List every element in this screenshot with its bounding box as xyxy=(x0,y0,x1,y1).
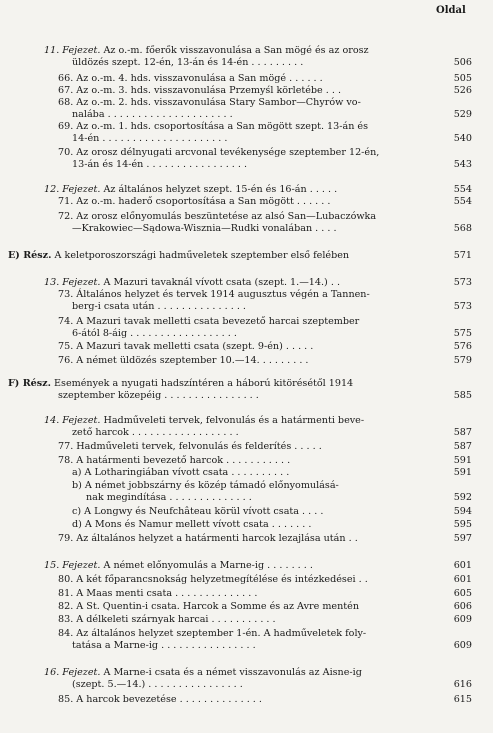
toc-entry-title: 73. Általános helyzet és tervek 1914 augusztus végén a Tannen- xyxy=(58,289,370,300)
toc-page-number: 526 xyxy=(453,85,472,96)
toc-entry-title: —Krakowiec—Sądowa-Wisznia—Rudki vonalában . . . . xyxy=(72,223,337,234)
toc-line xyxy=(0,121,493,133)
toc-line-text xyxy=(58,289,370,301)
toc-line-text xyxy=(58,588,257,600)
toc-line xyxy=(0,277,493,289)
toc-line-text xyxy=(58,355,308,367)
toc-entry-title: 71. Az o.-m. haderő csoportosítása a San mögött . . . . . . xyxy=(58,196,331,207)
toc-line-text xyxy=(58,390,259,402)
toc-line-text xyxy=(72,506,323,518)
toc-section-label: 16. Fejezet. xyxy=(44,667,101,678)
toc-line xyxy=(0,467,493,479)
toc-line xyxy=(0,560,493,572)
toc-entry-title: 68. Az o.-m. 2. hds. visszavonulása Stary Sambor—Chyrów vo- xyxy=(58,97,361,108)
toc-entry-title: 79. Az általános helyzet a határmenti harcok lezajlása után . . xyxy=(58,533,358,544)
toc-line xyxy=(0,45,493,57)
toc-page-number: 609 xyxy=(453,640,472,651)
toc-line-text xyxy=(58,694,262,706)
toc-entry-title: A Marne-i csata és a német visszavonulás az Aisne-ig xyxy=(103,667,362,678)
toc-line xyxy=(0,455,493,467)
toc-line xyxy=(0,614,493,626)
toc-entry-title: berg-i csata után . . . . . . . . . . . . . . . xyxy=(72,301,246,312)
toc-line-text xyxy=(72,159,247,171)
toc-entry-title: 83. A délkeleti szárnyak harcai . . . . . . . . . . . xyxy=(58,614,276,625)
toc-line xyxy=(0,147,493,159)
toc-line xyxy=(0,441,493,453)
toc-entry-title: nak megindítása . . . . . . . . . . . . . . xyxy=(86,492,252,503)
toc-entry-title: Hadműveleti tervek, felvonulás és a határmenti beve- xyxy=(103,415,365,426)
toc-entry-title: a) A Lotharingiában vívott csata . . . . . . . . . . xyxy=(72,467,290,478)
toc-line-text xyxy=(72,427,239,439)
page-header-label: Oldal xyxy=(436,5,466,16)
toc-line-text xyxy=(58,121,368,133)
toc-page-number: 601 xyxy=(453,574,472,585)
toc-section-label: 14. Fejezet. xyxy=(44,415,101,426)
toc-line-text xyxy=(58,614,276,626)
toc-line xyxy=(0,427,493,439)
toc-entry-title: 72. Az orosz előnyomulás beszüntetése az alsó San—Lubaczówka xyxy=(58,211,377,222)
toc-entry-title: A német előnyomulás a Marne-ig . . . . . . . . xyxy=(103,560,313,571)
toc-line xyxy=(0,85,493,97)
toc-entry-title: tatása a Marne-ig . . . . . . . . . . . . . . . . xyxy=(72,640,256,651)
toc-entry-title: 81. A Maas menti csata . . . . . . . . . . . . . . xyxy=(58,588,258,599)
toc-line xyxy=(0,97,493,109)
toc-line xyxy=(0,301,493,313)
toc-line-text xyxy=(72,109,233,121)
toc-line-text xyxy=(72,223,337,235)
toc-line-text xyxy=(72,467,289,479)
toc-section-label: 15. Fejezet. xyxy=(44,560,101,571)
toc-line-text xyxy=(72,328,237,340)
toc-line xyxy=(0,694,493,706)
toc-line-text xyxy=(58,455,290,467)
toc-page-number: 615 xyxy=(453,694,472,705)
toc-entry-title: 13-án és 14-én . . . . . . . . . . . . . . . . . xyxy=(72,159,248,170)
toc-line-text xyxy=(72,480,339,492)
toc-line-text xyxy=(72,679,243,691)
toc-entry-title: c) A Longwy és Neufchâteau körül vívott csata . . . . xyxy=(72,506,324,517)
toc-entry-title: b) A német jobbszárny és közép támadó előnyomulásá- xyxy=(72,480,339,491)
toc-page-number: 506 xyxy=(453,57,472,68)
toc-line-text xyxy=(58,628,366,640)
toc-line-text xyxy=(72,640,256,652)
toc-line xyxy=(0,184,493,196)
toc-entry-title: üldözés szept. 12-én, 13-án és 14-én . . . . . . . . . xyxy=(72,57,304,68)
toc-line-text xyxy=(44,415,364,427)
toc-page-number: 571 xyxy=(453,250,472,261)
toc-line-text xyxy=(44,184,337,196)
toc-line xyxy=(0,211,493,223)
toc-line-text xyxy=(58,211,376,223)
toc-page-number: 587 xyxy=(453,441,472,452)
toc-entry-title: A Mazuri tavaknál vívott csata (szept. 1.—14.) . . xyxy=(103,277,340,288)
toc-page-number: 601 xyxy=(453,560,472,571)
toc-line xyxy=(0,480,493,492)
toc-line-text xyxy=(58,97,361,109)
toc-line xyxy=(0,133,493,145)
toc-page-number: 540 xyxy=(453,133,472,144)
toc-line-text xyxy=(86,492,252,504)
toc-line xyxy=(0,73,493,85)
toc-line xyxy=(0,601,493,613)
toc-line-text xyxy=(58,147,379,159)
toc-entry-title: 85. A harcok bevezetése . . . . . . . . . . . . . . xyxy=(58,694,262,705)
toc-section-label: 12. Fejezet. xyxy=(44,184,101,195)
toc-entry-title: szeptember közepéig . . . . . . . . . . . . . . . . xyxy=(58,390,259,401)
toc-line-text xyxy=(44,560,313,572)
toc-line xyxy=(0,250,493,262)
toc-line-text xyxy=(72,133,227,145)
toc-entry-title: 70. Az orosz délnyugati arcvonal tevékenysége szeptember 12-én, xyxy=(58,147,380,158)
toc-page-number: 595 xyxy=(453,519,472,530)
toc-line-text xyxy=(44,45,369,57)
toc-entry-title: 14-én . . . . . . . . . . . . . . . . . . . . . xyxy=(72,133,228,144)
toc-page-number: 543 xyxy=(453,159,472,170)
toc-line xyxy=(0,506,493,518)
toc-page-number: 606 xyxy=(453,601,472,612)
toc-entry-title: (szept. 5.—14.) . . . . . . . . . . . . . . . . xyxy=(72,679,243,690)
toc-page-number: 576 xyxy=(453,341,472,352)
toc-entry-title: 77. Hadműveleti tervek, felvonulás és felderítés . . . . . xyxy=(58,441,322,452)
toc-entry-title: 82. A St. Quentin-i csata. Harcok a Somme és az Avre mentén xyxy=(58,601,359,612)
toc-page-number: 591 xyxy=(453,467,472,478)
toc-entry-title: 84. Az általános helyzet szeptember 1-én. A hadműveletek foly- xyxy=(58,628,367,639)
toc-line xyxy=(0,667,493,679)
toc-page-number: 573 xyxy=(453,277,472,288)
toc-page-number: 605 xyxy=(453,588,472,599)
toc-page-number: 554 xyxy=(453,184,472,195)
toc-entry-title: 6-ától 8-áig . . . . . . . . . . . . . . . . . . xyxy=(72,328,237,339)
toc-entry-title: 66. Az o.-m. 4. hds. visszavonulása a San mögé . . . . . . xyxy=(58,73,323,84)
toc-line xyxy=(0,223,493,235)
toc-line xyxy=(0,328,493,340)
toc-line-text xyxy=(58,85,341,97)
toc-line xyxy=(0,679,493,691)
toc-page-number: 554 xyxy=(453,196,472,207)
toc-entry-title: 80. A két főparancsnokság helyzetmegítélése és intézkedései . . xyxy=(58,574,368,585)
toc-line-text xyxy=(72,57,303,69)
toc-line xyxy=(0,316,493,328)
toc-line xyxy=(0,57,493,69)
toc-line xyxy=(0,109,493,121)
toc-line xyxy=(0,588,493,600)
toc-section-label: 11. Fejezet. xyxy=(44,45,101,56)
toc-entry-title: 78. A határmenti bevezető harcok . . . . . . . . . . . xyxy=(58,455,291,466)
toc-line-text xyxy=(8,378,353,390)
toc-line-text xyxy=(58,316,359,328)
toc-line-text xyxy=(72,301,246,313)
toc-entry-title: 75. A Mazuri tavak melletti csata (szept. 9-én) . . . . . xyxy=(58,341,314,352)
toc-line xyxy=(0,533,493,545)
toc-page-number: 529 xyxy=(453,109,472,120)
toc-page-number: 594 xyxy=(453,506,472,517)
toc-line-text xyxy=(44,667,362,679)
toc-page-number: 591 xyxy=(453,455,472,466)
toc-entry-title: Az általános helyzet szept. 15-én és 16-án . . . . . xyxy=(103,184,338,195)
toc-page-number: 579 xyxy=(453,355,472,366)
toc-entry-title: d) A Mons és Namur mellett vívott csata . . . . . . . xyxy=(72,519,312,530)
toc-entry-title: A keletporoszországi hadműveletek szeptember első felében xyxy=(54,250,350,261)
toc-entry-title: Az o.-m. főerők visszavonulása a San mögé és az orosz xyxy=(103,45,369,56)
toc-line-text xyxy=(58,601,359,613)
toc-page-number: 592 xyxy=(453,492,472,503)
toc-page-number: 573 xyxy=(453,301,472,312)
toc-line xyxy=(0,390,493,402)
toc-line xyxy=(0,628,493,640)
toc-line xyxy=(0,415,493,427)
toc-page-number: 505 xyxy=(453,73,472,84)
toc-line-text xyxy=(58,341,313,353)
toc-page-number: 587 xyxy=(453,427,472,438)
toc-line xyxy=(0,159,493,171)
toc-entry-title: nalába . . . . . . . . . . . . . . . . . . . . . xyxy=(72,109,233,120)
toc-entry-title: zető harcok . . . . . . . . . . . . . . . . . . xyxy=(72,427,239,438)
toc-line xyxy=(0,492,493,504)
toc-entry-title: 76. A német üldözés szeptember 10.—14. . . . . . . . . xyxy=(58,355,309,366)
toc-page-number: 568 xyxy=(453,223,472,234)
toc-line-text xyxy=(58,441,322,453)
toc-section-label: E) Rész. xyxy=(8,250,52,261)
toc-section-label: F) Rész. xyxy=(8,378,51,389)
toc-line xyxy=(0,574,493,586)
toc-page-number: 597 xyxy=(453,533,472,544)
toc-line xyxy=(0,341,493,353)
toc-entry-title: 69. Az o.-m. 1. hds. csoportosítása a San mögött szept. 13-án és xyxy=(58,121,369,132)
toc-entry-title: 74. A Mazuri tavak melletti csata bevezető harcai szeptember xyxy=(58,316,360,327)
toc-section-label: 13. Fejezet. xyxy=(44,277,101,288)
toc-line xyxy=(0,196,493,208)
toc-line-text xyxy=(58,574,368,586)
toc-line-text xyxy=(44,277,340,289)
toc-line-text xyxy=(72,519,311,531)
toc-line-text xyxy=(8,250,349,262)
toc-line xyxy=(0,355,493,367)
toc-page-number: 575 xyxy=(453,328,472,339)
toc-line-text xyxy=(58,533,358,545)
toc-line xyxy=(0,640,493,652)
toc-entry-title: Események a nyugati hadszíntéren a háború kitörésétől 1914 xyxy=(54,378,354,389)
toc-page-number: 585 xyxy=(453,390,472,401)
toc-line-text xyxy=(58,196,330,208)
toc-line xyxy=(0,378,493,390)
toc-line-text xyxy=(58,73,323,85)
toc-page-number: 616 xyxy=(453,679,472,690)
toc-line xyxy=(0,289,493,301)
toc-line xyxy=(0,519,493,531)
toc-entry-title: 67. Az o.-m. 3. hds. visszavonulása Przemyśl körletébe . . . xyxy=(58,85,342,96)
toc-page-number: 609 xyxy=(453,614,472,625)
